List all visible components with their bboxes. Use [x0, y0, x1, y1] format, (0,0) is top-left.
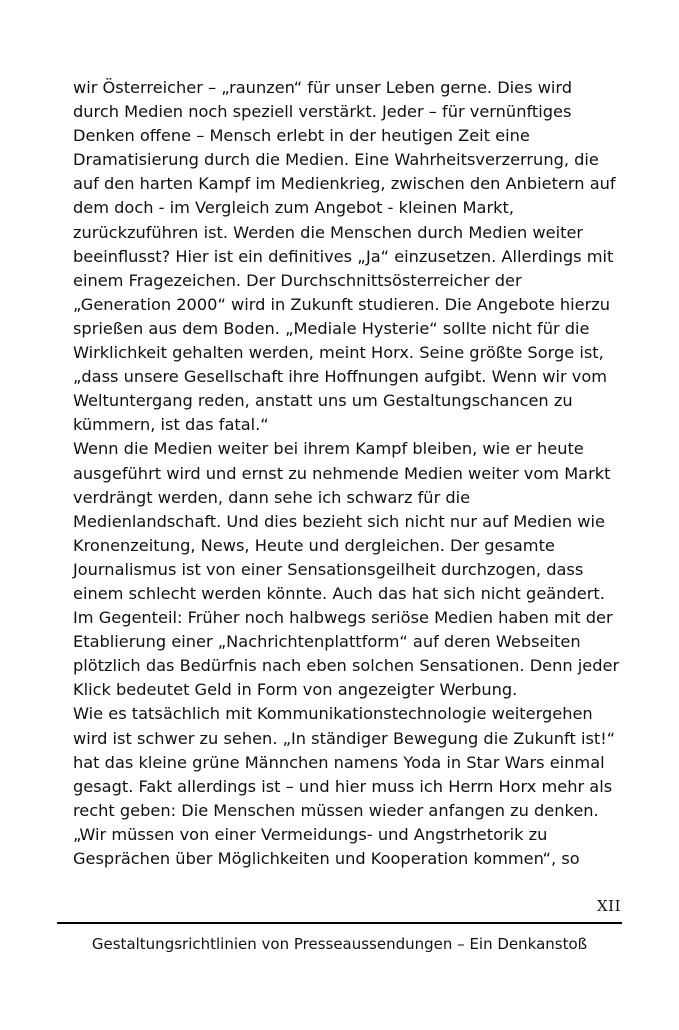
text-line: Gesprächen über Möglichkeiten und Kooperation kommen“, so: [73, 849, 580, 868]
text-line: auf den harten Kampf im Medienkrieg, zwischen den Anbietern auf: [73, 174, 616, 194]
text-line: einem Fragezeichen. Der Durchschnittsösterreicher der: [73, 270, 522, 290]
text-line: Wirklichkeit gehalten werden, meint Horx. Seine größte Sorge ist,: [73, 343, 604, 363]
text-line: kümmern, ist das fatal.“: [73, 415, 269, 435]
text-line: Journalismus ist von einer Sensationsgeilheit durchzogen, dass: [73, 559, 584, 579]
text-line: Denken offene – Mensch erlebt in der heutigen Zeit eine: [73, 126, 530, 146]
text-line: hat das kleine grüne Männchen namens Yoda in Star Wars einmal: [73, 752, 605, 772]
text-line: ausgeführt wird und ernst zu nehmende Medien weiter vom Markt: [73, 463, 611, 483]
text-line: zurückzuführen ist. Werden die Menschen durch Medien weiter: [73, 222, 584, 242]
text-line: Wie es tatsächlich mit Kommunikationstechnologie weitergehen: [73, 704, 593, 724]
text-line: plötzlich das Bedürfnis nach eben solchen Sensationen. Denn jeder: [73, 656, 620, 676]
text-line: wird ist schwer zu sehen. „In ständiger Bewegung die Zukunft ist!“: [73, 728, 616, 748]
text-line: „dass unsere Gesellschaft ihre Hoffnungen aufgibt. Wenn wir vom: [73, 367, 608, 387]
page-number: XII: [596, 897, 621, 915]
text-line: einem schlecht werden könnte. Auch das hat sich nicht geändert.: [73, 583, 605, 603]
text-line: Wenn die Medien weiter bei ihrem Kampf bleiben, wie er heute: [73, 439, 584, 459]
text-line: wir Österreicher – „raunzen“ für unser Leben gerne. Dies wird: [73, 78, 573, 97]
text-line: gesagt. Fakt allerdings ist – und hier muss ich Herrn Horx mehr als: [73, 776, 613, 796]
text-line: „Wir müssen von einer Vermeidungs- und Angstrhetorik zu: [73, 824, 548, 844]
text-line: Im Gegenteil: Früher noch halbwegs seriöse Medien haben mit der: [73, 608, 613, 628]
text-line: „Generation 2000“ wird in Zukunft studieren. Die Angebote hierzu: [73, 294, 611, 314]
text-line: verdrängt werden, dann sehe ich schwarz für die: [73, 487, 471, 507]
text-line: dem doch - im Vergleich zum Angebot - kleinen Markt,: [73, 198, 514, 218]
text-line: Dramatisierung durch die Medien. Eine Wahrheitsverzerrung, die: [73, 150, 599, 170]
footer-title: Gestaltungsrichtlinien von Presseaussendungen – Ein Denkanstoß: [91, 935, 588, 953]
text-line: Weltuntergang reden, anstatt uns um Gestaltungschancen zu: [73, 391, 573, 411]
text-line: recht geben: Die Menschen müssen wieder anfangen zu denken.: [73, 800, 599, 820]
text-line: Medienlandschaft. Und dies bezieht sich nicht nur auf Medien wie: [73, 511, 605, 531]
footer-divider: [57, 922, 622, 924]
text-line: Kronenzeitung, News, Heute und dergleichen. Der gesamte: [73, 535, 555, 555]
body-text: [73, 76, 633, 871]
text-line: beeinflusst? Hier ist ein definitives „Ja“ einzusetzen. Allerdings mit: [73, 246, 614, 266]
text-line: Etablierung einer „Nachrichtenplattform“ auf deren Webseiten: [73, 632, 581, 652]
text-line: sprießen aus dem Boden. „Mediale Hysterie“ sollte nicht für die: [73, 318, 590, 338]
text-line: durch Medien noch speziell verstärkt. Jeder – für vernünftiges: [73, 102, 572, 122]
text-line: Klick bedeutet Geld in Form von angezeigter Werbung.: [73, 680, 518, 700]
